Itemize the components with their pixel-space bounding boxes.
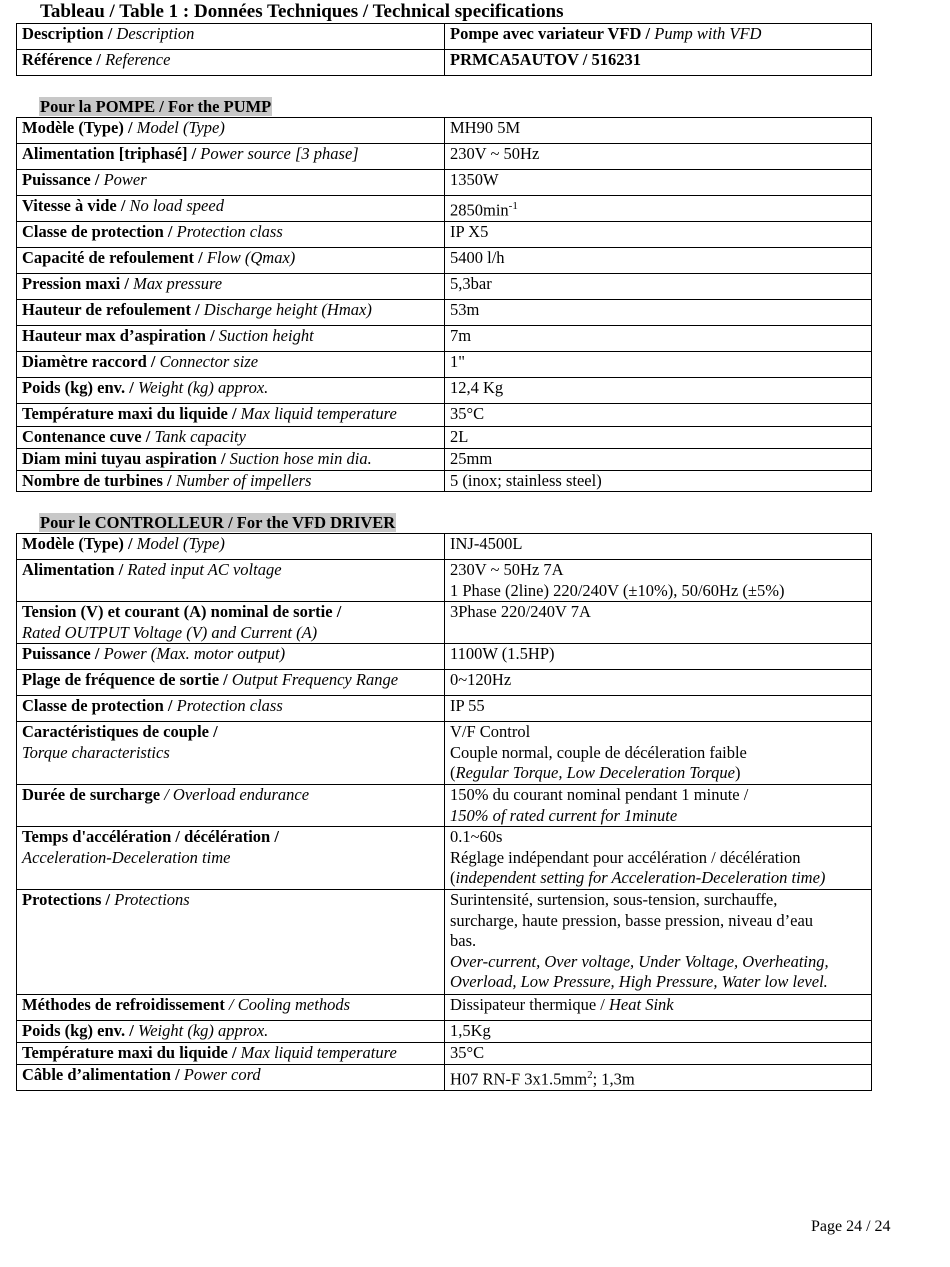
cell-text: surcharge, haute pression, basse pression, niveau d’eau: [450, 910, 814, 930]
french-label: Diamètre raccord /: [22, 352, 160, 371]
english-text: Protection class: [176, 696, 283, 715]
cell-text: [450, 763, 866, 784]
french-label: Modèle (Type) /: [22, 118, 137, 137]
english-text: Reference: [105, 50, 171, 69]
spec-value-cell: 25mm: [445, 449, 872, 471]
english-text: Suction hose min dia.: [229, 449, 372, 468]
english-text: Heat Sink: [609, 995, 674, 1014]
french-label: Capacité de refoulement /: [22, 248, 207, 267]
cell-text: V/F Control: [450, 722, 531, 741]
spec-label-cell: [17, 534, 445, 560]
table-row: [17, 1021, 872, 1043]
table-row: [17, 1043, 872, 1065]
summary-table: [16, 23, 872, 76]
table-row: [17, 427, 872, 449]
spec-label-cell: [17, 427, 445, 449]
english-text: / Cooling methods: [224, 995, 350, 1014]
spec-value-cell: [445, 50, 872, 76]
cell-text: ; 1,3m: [592, 1069, 635, 1089]
table-row: [17, 404, 872, 427]
spec-label-cell: [17, 248, 445, 274]
spec-label-cell: [17, 144, 445, 170]
english-text: Number of impellers: [175, 470, 312, 490]
table-row: [17, 470, 872, 492]
spec-value-cell: 35°C: [445, 1043, 872, 1065]
spec-label-cell: [17, 196, 445, 222]
french-label: Durée de surcharge: [22, 785, 161, 804]
spec-label-cell: [17, 300, 445, 326]
spec-value-cell: 5 (inox; stainless steel): [445, 470, 872, 492]
french-label: Vitesse à vide /: [22, 196, 130, 215]
spec-label-cell: [17, 470, 445, 492]
table-row: [17, 449, 872, 471]
table-row: [17, 300, 872, 326]
table-row: [17, 670, 872, 696]
spec-label-cell: [17, 352, 445, 378]
english-text: Power source [3 phase]: [200, 144, 359, 163]
spec-value-cell: [445, 24, 872, 50]
english-text: Tank capacity: [154, 427, 246, 446]
spec-label-cell: [17, 602, 445, 644]
spec-value-cell: [445, 785, 872, 827]
french-label: Plage de fréquence de sortie /: [22, 670, 232, 689]
table-row: [17, 722, 872, 785]
french-label: PRMCA5AUTOV / 516231: [450, 50, 641, 69]
spec-value-cell: IP X5: [445, 222, 872, 248]
cell-text: 150% du courant nominal pendant 1 minute /: [450, 785, 749, 804]
table-row: [17, 644, 872, 670]
page-number: Page 24 / 24: [811, 1218, 891, 1235]
table-row: [17, 326, 872, 352]
spec-label-cell: [17, 785, 445, 827]
spec-value-cell: 1": [445, 352, 872, 378]
french-label: Température maxi du liquide /: [22, 404, 241, 423]
english-text: Connector size: [159, 352, 259, 371]
table-row: [17, 560, 872, 602]
table-row: [17, 274, 872, 300]
spec-value-cell: MH90 5M: [445, 118, 872, 144]
vfd-section-heading: Pour le CONTROLLEUR / For the VFD DRIVER: [40, 513, 396, 532]
cell-text: -1: [508, 200, 518, 212]
pump-specs-table: [16, 117, 872, 492]
english-text: Max liquid temperature: [240, 1043, 397, 1062]
cell-text: 2: [587, 1069, 593, 1081]
table-row: [17, 352, 872, 378]
spec-value-cell: 5,3bar: [445, 274, 872, 300]
spec-label-cell: [17, 1065, 445, 1091]
spec-label-cell: [17, 560, 445, 602]
spec-label-cell: [17, 644, 445, 670]
french-label: Alimentation [triphasé] /: [22, 144, 201, 163]
english-text: Weight (kg) approx.: [137, 1021, 269, 1040]
spec-value-cell: [445, 995, 872, 1021]
table-row: [17, 534, 872, 560]
spec-label-cell: [17, 449, 445, 471]
spec-label-cell: [17, 222, 445, 248]
cell-text: bas.: [450, 931, 477, 950]
english-text: Protection class: [176, 222, 283, 241]
english-text: / Overload endurance: [160, 785, 310, 804]
english-text: No load speed: [129, 196, 224, 215]
french-label: Diam mini tuyau aspiration /: [22, 449, 230, 468]
english-text: Suction height: [218, 326, 314, 345]
french-label: Classe de protection /: [22, 696, 177, 715]
table-row: [17, 196, 872, 222]
french-label: Hauteur max d’aspiration /: [22, 326, 219, 345]
spec-label-cell: [17, 1043, 445, 1065]
table-row: [17, 144, 872, 170]
french-label: Protections /: [22, 890, 115, 909]
spec-label-cell: [17, 696, 445, 722]
english-text: 150% of rated current for 1minute: [450, 805, 678, 825]
cell-text: 2850min: [450, 200, 509, 220]
spec-value-cell: 35°C: [445, 404, 872, 427]
spec-value-cell: [445, 722, 872, 785]
english-text: Torque characteristics: [22, 742, 170, 762]
english-text: Power: [103, 170, 147, 189]
english-text: Acceleration-Deceleration time: [22, 847, 231, 867]
french-label: Puissance /: [22, 170, 104, 189]
table-row: [17, 696, 872, 722]
spec-label-cell: [17, 995, 445, 1021]
french-label: Nombre de turbines /: [22, 470, 176, 490]
table-row: [17, 890, 872, 995]
pump-section-heading: Pour la POMPE / For the PUMP: [40, 97, 272, 116]
spec-label-cell: [17, 378, 445, 404]
spec-label-cell: [17, 50, 445, 76]
french-label: Référence /: [22, 50, 106, 69]
french-label: Classe de protection /: [22, 222, 177, 241]
french-label: Modèle (Type) /: [22, 534, 137, 553]
french-label: Alimentation /: [22, 560, 128, 579]
french-label: Câble d’alimentation /: [22, 1065, 184, 1084]
english-text: Protections: [114, 890, 190, 909]
spec-label-cell: [17, 404, 445, 427]
table-row: [17, 170, 872, 196]
spec-value-cell: [445, 890, 872, 995]
spec-label-cell: [17, 170, 445, 196]
english-text: Model (Type): [136, 118, 225, 137]
spec-label-cell: [17, 118, 445, 144]
vfd-specs-table: [16, 533, 872, 1091]
spec-label-cell: [17, 24, 445, 50]
french-label: Poids (kg) env. /: [22, 1021, 138, 1040]
spec-value-cell: 230V ~ 50Hz: [445, 144, 872, 170]
english-text: Description: [116, 24, 195, 43]
cell-text: ): [734, 763, 741, 782]
english-text: Power cord: [183, 1065, 261, 1084]
cell-text: H07 RN-F 3x1.5mm: [450, 1069, 588, 1089]
french-label: Caractéristiques de couple /: [22, 722, 218, 741]
cell-text: 0.1~60s: [450, 827, 503, 846]
spec-label-cell: [17, 670, 445, 696]
french-label: Hauteur de refoulement /: [22, 300, 204, 319]
spec-label-cell: [17, 827, 445, 890]
spec-label-cell: [17, 1021, 445, 1043]
spec-value-cell: [445, 196, 872, 222]
page-title: Tableau / Table 1 : Données Techniques / Technical specifications: [40, 1, 564, 22]
french-label: Poids (kg) env. /: [22, 378, 138, 397]
spec-value-cell: 1350W: [445, 170, 872, 196]
cell-text: Dissipateur thermique /: [450, 995, 610, 1014]
cell-text: Couple normal, couple de décéleration faible: [450, 742, 747, 762]
french-label: Méthodes de refroidissement: [22, 995, 225, 1014]
english-text: Rated OUTPUT Voltage (V) and Current (A): [22, 622, 318, 642]
english-text: Output Frequency Range: [231, 670, 399, 689]
table-row: [17, 995, 872, 1021]
table-row: [17, 785, 872, 827]
table-row: [17, 248, 872, 274]
table-row: [17, 50, 872, 76]
spec-value-cell: [445, 560, 872, 602]
cell-text: 1 Phase (2line) 220/240V (±10%), 50/60Hz (±5%): [450, 580, 785, 600]
spec-value-cell: 1,5Kg: [445, 1021, 872, 1043]
english-text: Regular Torque, Low Deceleration Torque: [455, 763, 735, 782]
spec-label-cell: [17, 326, 445, 352]
english-text: Power (Max. motor output): [103, 644, 286, 663]
spec-value-cell: 0~120Hz: [445, 670, 872, 696]
table-row: [17, 222, 872, 248]
english-text: Max pressure: [133, 274, 223, 293]
french-label: Temps d'accélération / décélération /: [22, 827, 279, 846]
spec-value-cell: [445, 1065, 872, 1091]
spec-value-cell: 2L: [445, 427, 872, 449]
english-text: Max liquid temperature: [240, 404, 397, 423]
french-label: Tension (V) et courant (A) nominal de sortie /: [22, 602, 342, 621]
table-row: [17, 118, 872, 144]
french-label: Température maxi du liquide /: [22, 1043, 241, 1062]
english-text: Flow (Qmax): [206, 248, 296, 267]
spec-label-cell: [17, 274, 445, 300]
english-text: Model (Type): [136, 534, 225, 553]
spec-value-cell: IP 55: [445, 696, 872, 722]
cell-text: 230V ~ 50Hz 7A: [450, 560, 564, 579]
french-label: Pression maxi /: [22, 274, 134, 293]
french-label: Contenance cuve /: [22, 427, 155, 446]
english-text: Rated input AC voltage: [127, 560, 282, 579]
french-label: Puissance /: [22, 644, 104, 663]
spec-value-cell: 53m: [445, 300, 872, 326]
english-text: independent setting for Acceleration-Deceleration time): [455, 868, 826, 887]
table-row: [17, 1065, 872, 1091]
spec-value-cell: INJ-4500L: [445, 534, 872, 560]
spec-value-cell: 5400 l/h: [445, 248, 872, 274]
english-text: Pump with VFD: [654, 24, 762, 43]
table-row: [17, 602, 872, 644]
spec-value-cell: 3Phase 220/240V 7A: [445, 602, 872, 644]
spec-value-cell: [445, 827, 872, 890]
spec-label-cell: [17, 890, 445, 995]
cell-text: (: [450, 763, 456, 782]
spec-label-cell: [17, 722, 445, 785]
english-text: Over-current, Over voltage, Under Voltage, Overheating,: [450, 951, 829, 971]
cell-text: Réglage indépendant pour accélération / décélération: [450, 847, 801, 867]
french-label: Pompe avec variateur VFD /: [450, 24, 655, 43]
spec-value-cell: 7m: [445, 326, 872, 352]
french-label: Description /: [22, 24, 117, 43]
spec-value-cell: 12,4 Kg: [445, 378, 872, 404]
table-row: [17, 378, 872, 404]
cell-text: [450, 868, 866, 889]
table-row: [17, 24, 872, 50]
english-text: Overload, Low Pressure, High Pressure, Water low level.: [450, 972, 828, 991]
cell-text: Surintensité, surtension, sous-tension, surchauffe,: [450, 890, 778, 909]
spec-value-cell: 1100W (1.5HP): [445, 644, 872, 670]
english-text: Weight (kg) approx.: [137, 378, 269, 397]
english-text: Discharge height (Hmax): [203, 300, 372, 319]
cell-text: (: [450, 868, 456, 887]
table-row: [17, 827, 872, 890]
